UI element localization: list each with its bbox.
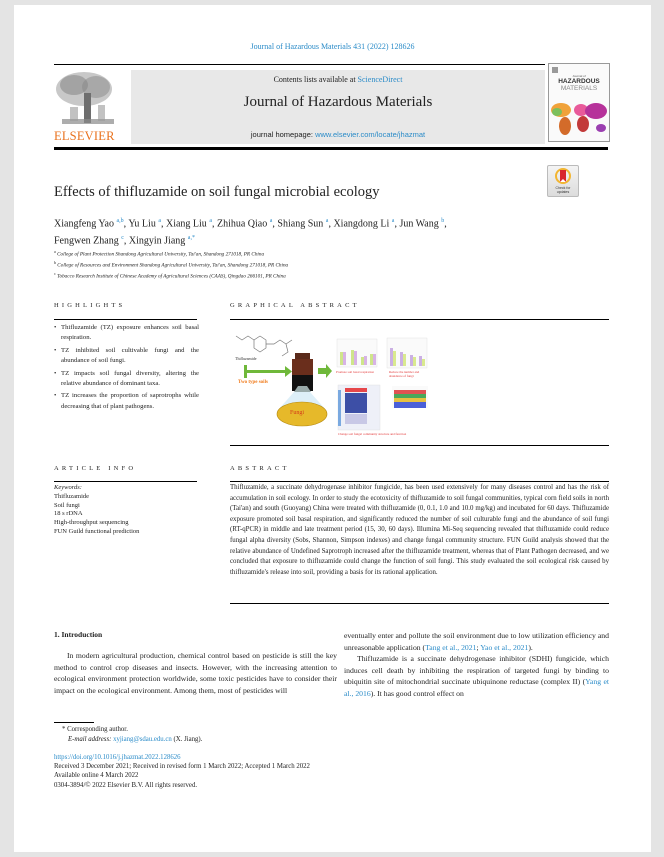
graphical-abstract-figure: [230, 330, 430, 442]
footnote-corresponding-text: Corresponding author.: [67, 726, 128, 733]
contents-available: [131, 75, 545, 84]
affiliation-marker-link[interactable]: a: [158, 218, 161, 224]
author-name: Fengwen Zhang: [54, 235, 122, 247]
author-name: Xiangfeng Yao: [54, 218, 117, 230]
email-link[interactable]: xyjiang@sdau.edu.cn: [113, 736, 172, 743]
intro-paragraph-1-cont: [344, 630, 609, 653]
bottle-cap-icon: [295, 353, 310, 359]
ga-panel3-label: Change soil fungal community structure and function: [338, 432, 407, 436]
affiliation-list: [54, 248, 554, 282]
cover-journal-small: Journal of: [572, 74, 586, 78]
homepage-prefix: journal homepage:: [250, 130, 316, 139]
journal-title: Journal of Hazardous Materials: [243, 94, 433, 110]
author-name: Jun Wang: [399, 218, 442, 230]
affiliation-item: [54, 259, 554, 270]
affiliation-marker-link[interactable]: a: [209, 218, 212, 224]
para-text: eventually enter and pollute the soil environment due to low utilization efficiency and unreasonable application (: [344, 631, 609, 652]
author-list: Xiangfeng Yao $^{a,b}$, Yu Liu $^a$, Xiang Liu $^a$, Zhihua Qiao $^a$, Shiang Sun $^a$, Xiangdong Li $^a$, Jun Wang $^b$, Fengwen Zhang $^c$, Xingyin Jiang $^{a,*}$: [54, 218, 447, 247]
para-text: ).: [528, 642, 533, 652]
intro-column-2: [344, 630, 609, 699]
keyword-item: High-throughput sequencing: [54, 519, 129, 527]
affiliation-marker-link[interactable]: a,b: [116, 218, 124, 224]
graphical-abstract-bottom-rule: [230, 445, 609, 446]
intro-paragraph-2: [344, 653, 609, 699]
affiliation-marker-link[interactable]: a: [325, 218, 329, 224]
footnote-corresponding: [62, 725, 362, 735]
copyright: 0304-3894/© 2022 Elsevier B.V. All rights reserved.: [54, 781, 198, 789]
contents-prefix: Contents lists available at: [273, 75, 358, 84]
citation-link[interactable]: Tang et al., 2021: [425, 642, 477, 652]
running-head-link[interactable]: Journal of Hazardous Materials 431 (2022) 128626: [250, 42, 415, 51]
affiliation-marker-link[interactable]: a: [269, 218, 273, 224]
affiliation-key: c: [54, 271, 56, 277]
crossmark-label-1: Check for: [555, 186, 571, 190]
graphical-abstract-rule: [230, 319, 609, 320]
affiliation-text: Tobacco Research Institute of Chinese Academy of Agricultural Sciences (CAAS), Qingdao 266101, PR China: [55, 274, 286, 281]
keyword-item: Soil fungi: [54, 501, 80, 509]
citation-link[interactable]: Yang et al., 2016: [344, 677, 609, 698]
journal-banner: [131, 70, 545, 144]
para-text: ). It has good control effect on: [370, 688, 464, 698]
affiliation-marker-link[interactable]: b: [441, 218, 445, 224]
author-name: Xiangdong Li: [333, 218, 392, 230]
affiliation-text: College of Resources and Environment Shandong Agricultural University, Tai'an, Shandong 271018, PR China: [56, 262, 289, 269]
cover-title-2: MATERIALS: [560, 85, 598, 92]
sciencedirect-link[interactable]: ScienceDirect: [357, 75, 403, 84]
check-for-updates-button[interactable]: [547, 165, 579, 197]
highlights-list: [54, 323, 199, 414]
keywords-label: Keywords:: [54, 484, 82, 491]
keywords-block: [54, 484, 199, 537]
footnote-rule: [54, 722, 94, 723]
author-name: Yu Liu: [128, 218, 159, 230]
highlight-item: • TZ inhibited soil cultivable fungi and the abundance of soil fungi.: [54, 346, 199, 367]
journal-cover-image[interactable]: [548, 63, 610, 142]
highlight-item: • Thifluzamide (TZ) exposure enhances soil basal respiration.: [54, 323, 199, 344]
author-name: Xingyin Jiang: [128, 235, 188, 247]
ga-fungi-label: Fungi: [290, 410, 305, 416]
keyword-item: FUN Guild functional prediction: [54, 527, 140, 535]
received-dates: Received 3 December 2021; Received in revised form 1 March 2022; Accepted 1 March 2022: [54, 763, 310, 771]
email-name: (X. Jiang).: [173, 736, 203, 743]
intro-paragraph-1: In modern agricultural production, chemical control based on pesticide is still the key method to control crop diseases and insects. However, with the increasing attention to ecological environment protection worldwide, some toxic pesticides have to consider their impact on the ecological environment. Among them, most of pesticides will: [54, 651, 337, 695]
author-name: Shiang Sun: [277, 218, 326, 230]
footnote-marker: *: [62, 726, 66, 733]
affiliation-marker-link[interactable]: a,*: [187, 235, 195, 242]
graphical-abstract-heading: GRAPHICAL ABSTRACT: [230, 302, 360, 309]
double-arrow-icon: [245, 370, 285, 373]
crossmark-label: [548, 186, 578, 194]
article-info-heading: ARTICLE INFO: [54, 465, 137, 472]
article-info-rule: [54, 481, 197, 482]
cover-title-1: HAZARDOUS: [558, 78, 600, 85]
affiliation-item: [54, 270, 554, 281]
affiliation-key: b: [54, 260, 56, 266]
introduction-heading: 1. Introduction: [54, 630, 103, 639]
cover-world-map-icon: [549, 98, 609, 138]
crossmark-label-2: updates: [556, 190, 570, 194]
affiliation-marker-link[interactable]: c: [121, 235, 124, 242]
pdf-page: [14, 5, 651, 852]
author-name: Xiang Liu: [165, 218, 210, 230]
keyword-item: 18 s rDNA: [54, 510, 83, 518]
available-online: Available online 4 March 2022: [54, 772, 139, 780]
article-meta: [54, 753, 454, 790]
abstract-rule: [230, 481, 609, 482]
cover-logo-icon: [552, 67, 558, 73]
highlight-item: • TZ impacts soil fungal diversity, altering the relative abundance of dominant taxa.: [54, 369, 199, 390]
corresponding-author-footnote: [62, 725, 362, 745]
graphical-abstract-image[interactable]: [230, 330, 430, 442]
affiliation-item: [54, 248, 554, 259]
arrow-right-icon: [318, 364, 332, 378]
citation-separator: ;: [476, 642, 481, 652]
crossmark-icon: [555, 168, 571, 186]
abstract-text: Thifluzamide, a succinate dehydrogenase inhibitor fungicide, has been used extensively for many diseases control and has the risk of accumulation in soil ecology. In order to study the ecotoxicity of thifluzamide to soil fungal communities, typical corn field soils in north (Tai'an) and south (Guoyang) China were treated with thifluzamide (0, 0.1, 1.0 and 10.0 mg/kg) and incubated for 60 days. Thifluzamide exposure promoted soil basal respiration, and significantly reduced the number of soil culturable fungi and the abundance of soil fungi (RT-qPCR) in middle and late treatment period (15, 30, 60 days). Illumina Mi-Seq sequencing revealed that thifluzamide could reduce fungal alpha diversity (Sobs, Shannon, Simpson indexes) and change fungal community structure. FUN Guild analysis showed that the relative abundance of Undefined Saprotroph increased after the thifluzamide treatment, whereas that of Plant Pathogen decreased, and we concluded that exposure to thifluzamide could change the function of soil fungi. This study evaluated the soil ecological risk caused by thifluzamide's release into soil, providing a basis for its rational application.: [230, 484, 609, 576]
affiliation-text: College of Plant Protection Shandong Agricultural University, Tai'an, Shandong 271018, PR China: [55, 251, 265, 258]
molecule-structure-icon: [236, 336, 292, 356]
journal-homepage: [131, 130, 545, 139]
header-rule: [54, 64, 545, 65]
header-thick-rule: [54, 147, 608, 150]
abstract-heading: ABSTRACT: [230, 465, 290, 472]
elsevier-wordmark: ELSEVIER: [54, 129, 115, 143]
doi-link[interactable]: https://doi.org/10.1016/j.jhazmat.2022.128626: [54, 754, 181, 761]
affiliation-marker-link[interactable]: a: [391, 218, 395, 224]
homepage-link[interactable]: www.elsevier.com/locate/jhazmat: [315, 130, 426, 139]
highlight-item: • TZ increases the proportion of saprotrophs while decreasing that of plant pathogens.: [54, 391, 199, 412]
keyword-item: Thifluzamide: [54, 492, 90, 500]
footnote-email: [62, 735, 362, 745]
para-text: Thifluzamide is a succinate dehydrogenase inhibitor (SDHI) fungicide, which induces cell death by inhibiting the respiration of targeted fungi by binding to ubiquitin site of mitochondrial succinate ubiquinone reductase (complex II) (: [344, 654, 609, 686]
ga-panel2-label: Reduce the number and abundance of fungi: [389, 370, 420, 378]
highlights-rule: [54, 319, 197, 320]
ga-panel1-label: Promote soil basal respiration: [336, 370, 374, 374]
affiliation-key: a: [54, 249, 56, 254]
email-label: E-mail address:: [68, 736, 112, 743]
citation-link[interactable]: Yao et al., 2021: [480, 642, 529, 652]
highlights-heading: HIGHLIGHTS: [54, 302, 126, 309]
article-title: Effects of thifluzamide on soil fungal microbial ecology: [54, 184, 380, 200]
abstract-bottom-rule: [230, 603, 609, 604]
author-name: Zhihua Qiao: [216, 218, 270, 230]
ga-compound-label: Thifluzamide: [235, 356, 257, 361]
ga-soils-label: Two type soils: [238, 380, 268, 385]
